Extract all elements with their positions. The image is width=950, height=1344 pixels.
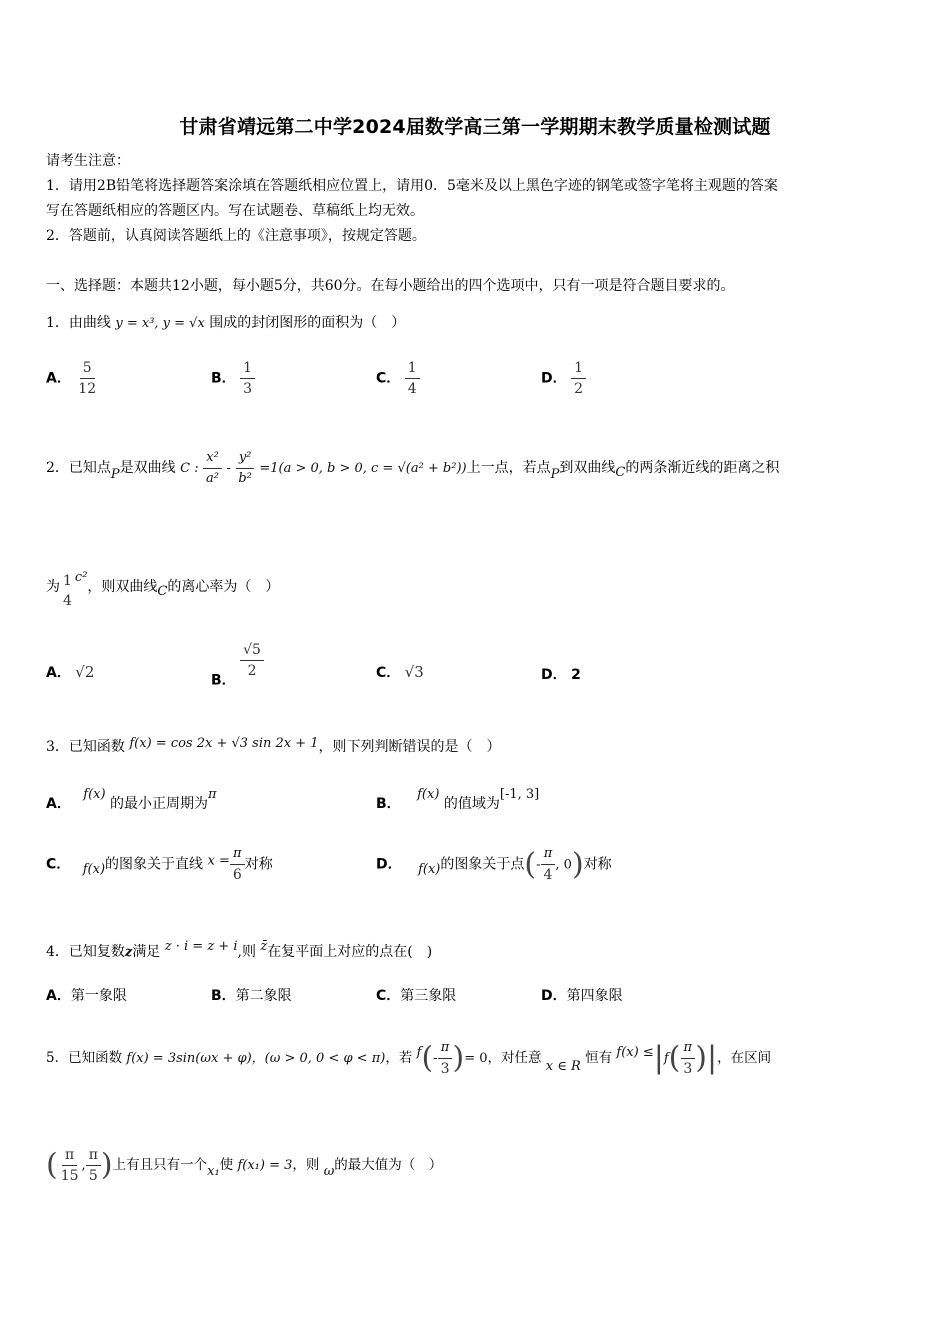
q3-option-d[interactable] — [376, 846, 612, 883]
fraction: $\frac{\pi}{4}$ — [541, 846, 556, 883]
point-p: P — [110, 467, 120, 482]
option-label: A． — [46, 796, 71, 812]
function-f: f(x) — [418, 861, 441, 877]
fraction-pi-over-15: $\frac{\pi}{15}$ — [60, 1147, 79, 1184]
hyperbola-label: C : — [180, 461, 199, 476]
q5-if: ，若 — [385, 1050, 413, 1066]
right-paren: ) — [452, 1040, 465, 1076]
option-text: 第一象限 — [70, 988, 127, 1004]
fraction: $\frac{5}{12}$ — [78, 360, 97, 397]
q5-line2-text: 上有且只有一个 — [112, 1157, 208, 1173]
question-2-line-2 — [46, 556, 279, 614]
left-paren: ( — [668, 1040, 681, 1076]
option-label: A． — [46, 665, 71, 681]
fraction-x-over-a: $\frac{\text{x²}}{\text{a²}}$ — [203, 450, 222, 487]
c-squared: c² — [74, 570, 88, 585]
point-p: P — [550, 467, 560, 482]
q3-prefix: 3．已知函数 — [46, 739, 125, 755]
fraction: $\frac{1}{2}$ — [571, 360, 586, 397]
q2-option-c[interactable] — [376, 662, 424, 682]
omega: ω — [323, 1164, 335, 1179]
left-paren: ( — [421, 1040, 434, 1076]
x-in-reals: x ∈ R — [545, 1059, 581, 1074]
q4-prefix: 4．已知复数 — [46, 944, 125, 960]
point-rest: , 0 — [555, 857, 572, 873]
equals-zero: = 0 — [464, 1051, 488, 1066]
function-f: f — [663, 1051, 669, 1066]
option-label: B． — [376, 796, 401, 812]
option-text: 的值域为 — [443, 796, 500, 812]
q2-text-2: 上一点，若点 — [466, 460, 551, 476]
q5-line2-suffix: 的最大值为（ ） — [334, 1157, 443, 1173]
option-value: π — [208, 787, 217, 802]
left-paren: ( — [524, 847, 537, 882]
q3-option-b[interactable] — [376, 786, 539, 813]
q4-option-b[interactable] — [211, 985, 292, 1005]
q3-option-a[interactable] — [46, 786, 217, 813]
q5-interval-text: ，在区间 — [717, 1050, 772, 1066]
q3-suffix: ，则下列判断错误的是（ ） — [318, 739, 501, 755]
right-paren: ) — [100, 1147, 113, 1183]
q4-equation: z · i = z + i — [164, 939, 238, 954]
q5-parameter-condition: ，(ω > 0, 0 < φ < π) — [251, 1051, 386, 1066]
option-text: 第二象限 — [235, 988, 292, 1004]
option-text: 的图象关于直线 — [105, 856, 204, 873]
notice-heading: 请考生注意： — [46, 153, 130, 169]
q2-option-d[interactable] — [541, 664, 581, 684]
option-text: 的图象关于点 — [440, 856, 525, 873]
minus-sign: - — [536, 857, 541, 873]
option-text: 第三象限 — [400, 988, 457, 1004]
q1-curves-expression: y = x³, y = √x — [115, 316, 205, 331]
q5-any: ，对任意 — [487, 1050, 542, 1066]
q4-suffix: 在复平面上对应的点在( ) — [267, 944, 433, 960]
option-tail: 对称 — [583, 856, 612, 873]
q1-option-c[interactable] — [376, 360, 420, 397]
option-label: C． — [376, 665, 401, 681]
q5-function-expression: f(x) = 3sin(ωx + φ) — [126, 1051, 252, 1066]
fraction: $\frac{1}{4}$ — [405, 360, 420, 397]
q5-prefix: 5．已知函数 — [46, 1050, 123, 1066]
q2-text-3: 到双曲线 — [559, 460, 616, 476]
option-value: [-1, 3] — [499, 787, 540, 802]
minus-sign: - — [226, 461, 231, 476]
z-conjugate: z̄ — [260, 939, 268, 954]
right-paren: ) — [571, 847, 584, 882]
option-label: B． — [211, 672, 236, 689]
left-paren: ( — [46, 1147, 58, 1183]
q3-option-c[interactable] — [46, 846, 273, 883]
q3-function-expression: f(x) = cos 2x + √3 sin 2x + 1 — [129, 736, 319, 751]
fx1-equals-3: f(x₁) = 3 — [237, 1158, 293, 1173]
fraction-y-over-b: $\frac{\text{y²}}{\text{b²}}$ — [235, 450, 255, 487]
option-label: D． — [541, 667, 567, 683]
option-text: 第四象限 — [566, 988, 623, 1004]
fraction-pi-over-5: $\frac{\pi}{5}$ — [86, 1147, 101, 1184]
q2-prefix: 2．已知点 — [46, 460, 111, 476]
x-one: x₁ — [207, 1164, 220, 1179]
option-value: 2 — [571, 667, 581, 683]
option-value: √3 — [404, 663, 424, 681]
option-label: A． — [46, 988, 71, 1004]
q4-option-c[interactable] — [376, 985, 456, 1005]
fraction: $\frac{\pi}{6}$ — [230, 846, 245, 883]
curve-c: C — [157, 584, 168, 599]
option-label: A． — [46, 370, 71, 387]
notice-item-2: 2．答题前，认真阅读答题纸上的《注意事项》，按规定答题。 — [46, 228, 426, 244]
curve-c: C — [615, 465, 626, 480]
abs-bar-left: | — [653, 1040, 664, 1076]
function-f: f(x) — [82, 861, 106, 877]
notice-item-1-line-2: 写在答题纸相应的答题区内。写在试题卷、草稿纸上均无效。 — [46, 203, 424, 219]
q4-text: 满足 — [132, 944, 161, 960]
function-f: f(x) — [83, 787, 106, 802]
q1-option-d[interactable] — [541, 360, 586, 397]
fraction-one-quarter: 1 4 — [63, 573, 72, 609]
exam-title: 甘肃省靖远第二中学2024届数学高三第一学期期末教学质量检测试题 — [179, 116, 771, 138]
question-2-line-1 — [46, 446, 779, 497]
function-f: f — [416, 1045, 422, 1060]
option-label: C． — [46, 856, 71, 873]
q2-line2-suffix: 的离心率为（ ） — [167, 579, 280, 595]
abs-bar-right: | — [707, 1040, 718, 1076]
q2-text-4: 的两条渐近线的距离之积 — [625, 460, 780, 476]
q5-then: ，则 — [292, 1157, 320, 1173]
q1-option-a[interactable] — [46, 360, 99, 397]
fraction-pi-over-3: $\frac{\pi}{3}$ — [438, 1040, 453, 1077]
fraction: $\frac{1}{3}$ — [240, 360, 255, 397]
fraction-pi-over-3: $\frac{\pi}{3}$ — [680, 1040, 695, 1077]
q2-option-a[interactable] — [46, 662, 94, 682]
option-label: C． — [376, 370, 401, 387]
option-label: C． — [376, 988, 401, 1004]
question-5-line-1 — [46, 1028, 771, 1092]
option-label: B． — [211, 370, 236, 387]
option-label: B． — [211, 988, 236, 1004]
right-paren: ) — [695, 1040, 707, 1076]
q2-line2-prefix: 为 — [46, 579, 60, 595]
q2-line2-text: ，则双曲线 — [87, 579, 158, 595]
fraction: $\frac{√5}{2}$ — [240, 642, 264, 679]
question-3 — [46, 734, 501, 757]
function-f: f(x) — [417, 787, 440, 802]
line-lhs: x = — [207, 853, 230, 869]
q1-suffix: 围成的封闭图形的面积为（ ） — [209, 315, 406, 331]
q2-text: 是双曲线 — [119, 460, 176, 476]
q1-prefix: 1．由曲线 — [46, 315, 111, 331]
q2-option-b[interactable] — [211, 642, 264, 690]
question-4 — [46, 937, 432, 963]
complex-z: z — [124, 945, 133, 960]
option-value: √2 — [75, 663, 95, 681]
option-label: D． — [541, 988, 567, 1004]
section-heading: 一、选择题：本题共12小题，每小题5分，共60分。在每小题给出的四个选项中，只有一项是符合题目要求的。 — [46, 278, 735, 294]
question-5-line-2: ( $\frac{\pi}{15}$ , $\frac{\pi}{5}$ )上有且只有一个x₁使 f(x₁) = 3，则 ω的最大值为（ ） — [46, 1147, 443, 1184]
fx-le: f(x) ≤ — [616, 1045, 654, 1060]
option-tail: 对称 — [244, 856, 273, 873]
option-label: D． — [541, 370, 567, 387]
option-label: D． — [376, 856, 402, 873]
notice-item-1-line-1: 1．请用2B铅笔将选择题答案涂填在答题纸相应位置上，请用0．5毫米及以上黑色字迹的钢笔或签字笔将主观题的答案 — [46, 178, 778, 194]
q4-option-d[interactable] — [541, 985, 623, 1005]
minus-sign: - — [433, 1051, 438, 1066]
hyperbola-condition: =1(a > 0, b > 0, c = √(a² + b²)) — [259, 461, 467, 476]
q1-option-b[interactable] — [211, 360, 255, 397]
question-1 — [46, 313, 405, 334]
q5-make: 使 — [219, 1157, 234, 1173]
q5-always: 恒有 — [585, 1050, 613, 1066]
q4-text-2: ,则 — [237, 944, 256, 960]
q4-option-a[interactable] — [46, 985, 127, 1005]
option-text: 的最小正周期为 — [110, 796, 209, 812]
